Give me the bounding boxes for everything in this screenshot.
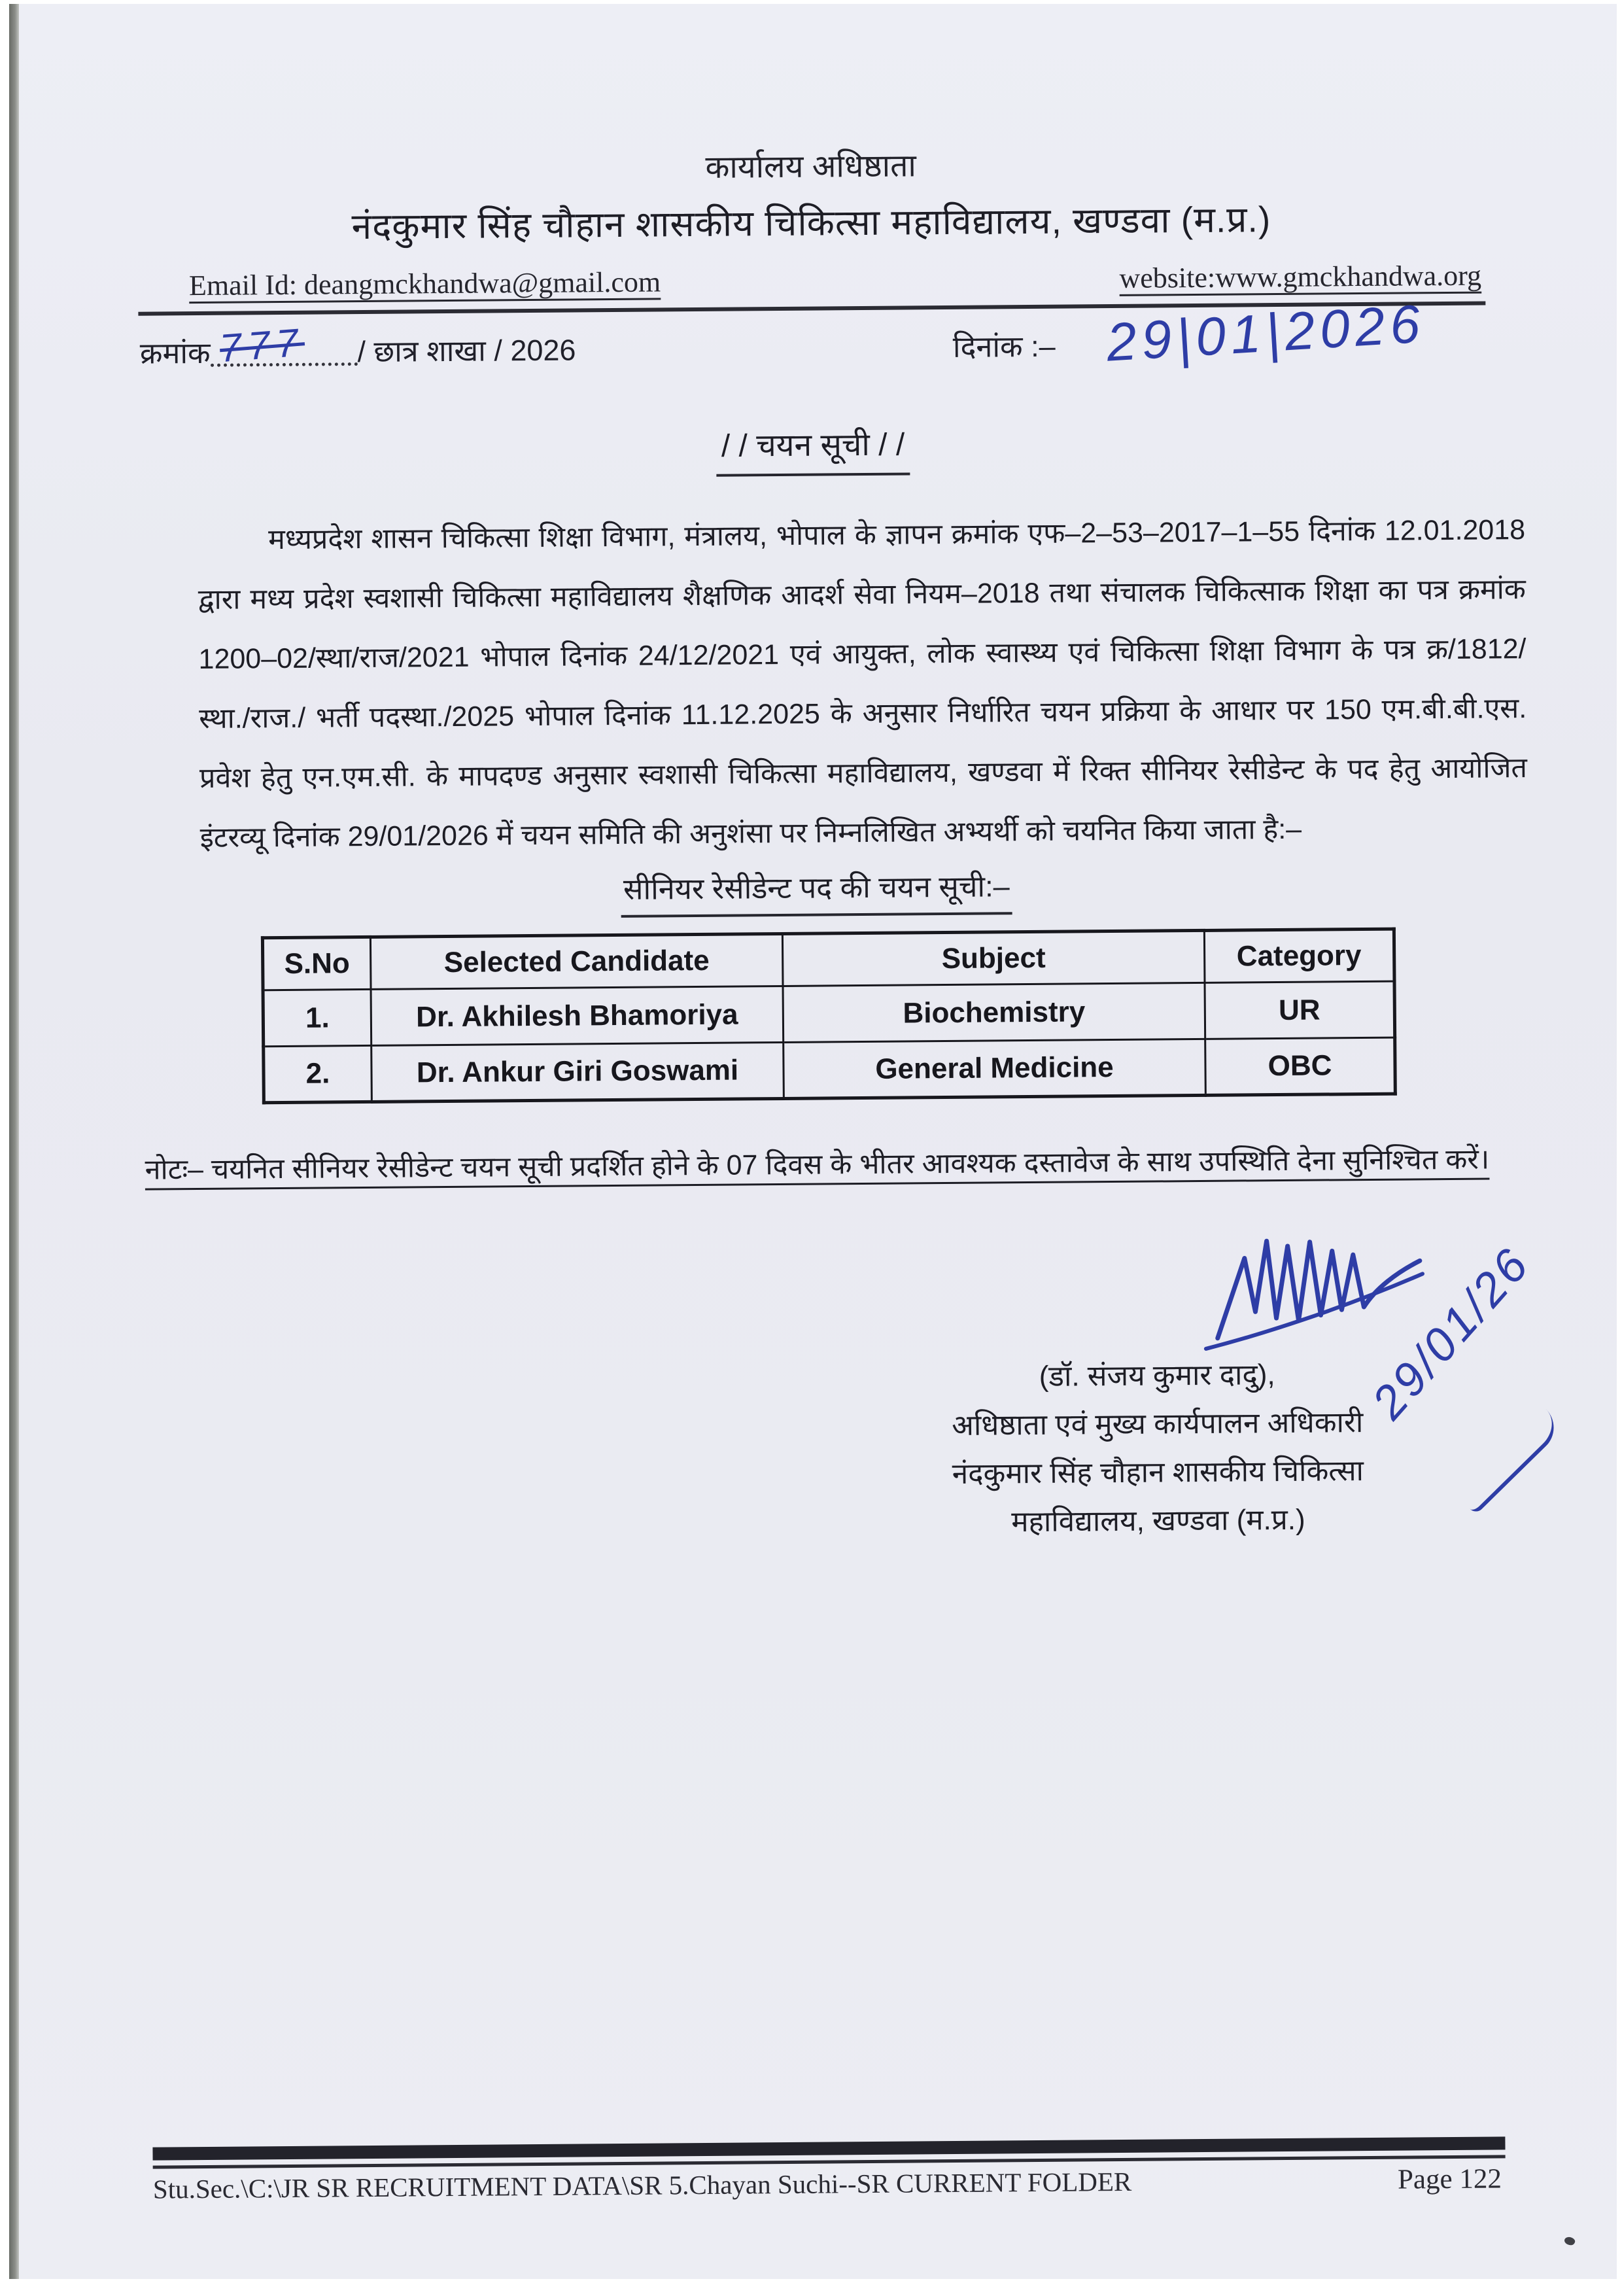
cell-sno: 1. (263, 989, 371, 1046)
handwritten-date: 29|01|2026 (1105, 294, 1427, 373)
col-header-sno: S.No (262, 937, 371, 990)
dotted-line (210, 320, 357, 371)
signature-block (780, 1237, 1540, 1548)
cell-subject: General Medicine (784, 1039, 1206, 1098)
kramank-label: क्रमांक (139, 336, 211, 370)
footer-file-path: Stu.Sec.\C:\JR SR RECRUITMENT DATA\SR 5.Chayan Suchi--SR CURRENT FOLDER (152, 2166, 1132, 2204)
body-paragraph: मध्यप्रदेश शासन चिकित्सा शिक्षा विभाग, मंत्रालय, भोपाल के ज्ञापन क्रमांक एफ–2–53–2017–1–55 दिनांक 12.01.2018 द्वारा मध्य प्रदेश स्वशासी चिकित्सा महाविद्यालय शैक्षणिक आदर्श सेवा नियम–2018 तथा संचालक चिकित्साक शिक्षा का पत्र क्रमांक 1200–02/स्था/राज/2021 भोपाल दिनांक 24/12/2021 एवं आयुक्त, लोक स्वास्थ्य एवं चिकित्सा शिक्षा विभाग के पत्र क्र/1812/स्था./राज./ भर्ती पदस्था./2025 भोपाल दिनांक 11.12.2025 के अनुसार निर्धारित चयन प्रक्रिया के आधार पर 150 एम.बी.बी.एस. प्रवेश हेतु एन.एम.सी. के मापदण्ड अनुसार स्वशासी चिकित्सा महाविद्यालय, खण्डवा में रिक्त सीनियर रेसीडेन्ट के पद हेतु आयोजित इंटरव्यू दिनांक 29/01/2026 में चयन समिति की अनुशंसा पर निम्नलिखित अभ्यर्थी को चयनित किया जाता है:– (198, 514, 1528, 854)
signature-date: 29/01/26 (1362, 1237, 1540, 1429)
kramank-suffix: / छात्र शाखा / 2026 (357, 333, 576, 369)
signatory-name: (डॉ. संजय कुमार दादु), (1039, 1359, 1275, 1393)
handwritten-number: 777 (218, 320, 306, 371)
dinank-label: दिनांक :– (952, 329, 1056, 364)
signatory-org-line1: नंदकुमार सिंह चौहान शासकीय चिकित्सा (952, 1455, 1364, 1490)
footer-page-number: Page 122 (1397, 2163, 1502, 2195)
website-text: website:www.gmckhandwa.org (1119, 259, 1482, 294)
office-title: कार्यालय अधिष्ठाता (705, 148, 917, 185)
cell-category: UR (1205, 981, 1395, 1039)
signatory-designation: अधिष्ठाता एवं मुख्य कार्यपालन अधिकारी (952, 1406, 1364, 1442)
signatory-org-line2: महाविद्यालय, खण्डवा (म.प्र.) (1011, 1503, 1305, 1539)
document-title-wrap (139, 418, 1487, 481)
table-caption: सीनियर रेसीडेन्ट पद की चयन सूची:– (621, 865, 1012, 918)
table-row (263, 981, 1395, 1047)
cell-candidate: Dr. Ankur Giri Goswami (371, 1042, 784, 1102)
kramank-group (139, 320, 576, 372)
reference-row (139, 294, 1487, 409)
cell-category: OBC (1205, 1037, 1396, 1095)
footer (153, 2163, 1506, 2205)
col-header-subject: Subject (782, 930, 1205, 986)
selection-table (261, 928, 1397, 1105)
note-paragraph: नोटः– चयनित सीनियर रेसीडेन्ट चयन सूची प्रदर्शित होने के 07 दिवस के भीतर आवश्यक दस्तावेज के साथ उपस्थिति देना सुनिश्चित करें। (145, 1143, 1490, 1186)
college-name: नंदकुमार सिंह चौहान शासकीय चिकित्सा महाविद्यालय, खण्डवा (म.प्र.) (351, 199, 1271, 247)
email-text: Email Id: deangmckhandwa@gmail.com (188, 266, 661, 302)
table-header-row (262, 929, 1394, 990)
col-header-candidate: Selected Candidate (370, 933, 783, 989)
document-title: / / चयन सूची / / (716, 422, 910, 476)
table-caption-wrap (143, 861, 1491, 921)
cell-sno: 2. (264, 1045, 372, 1102)
cell-candidate: Dr. Akhilesh Bhamoriya (371, 986, 784, 1045)
cell-subject: Biochemistry (783, 983, 1205, 1042)
col-header-category: Category (1204, 929, 1394, 983)
table-row (264, 1037, 1396, 1103)
